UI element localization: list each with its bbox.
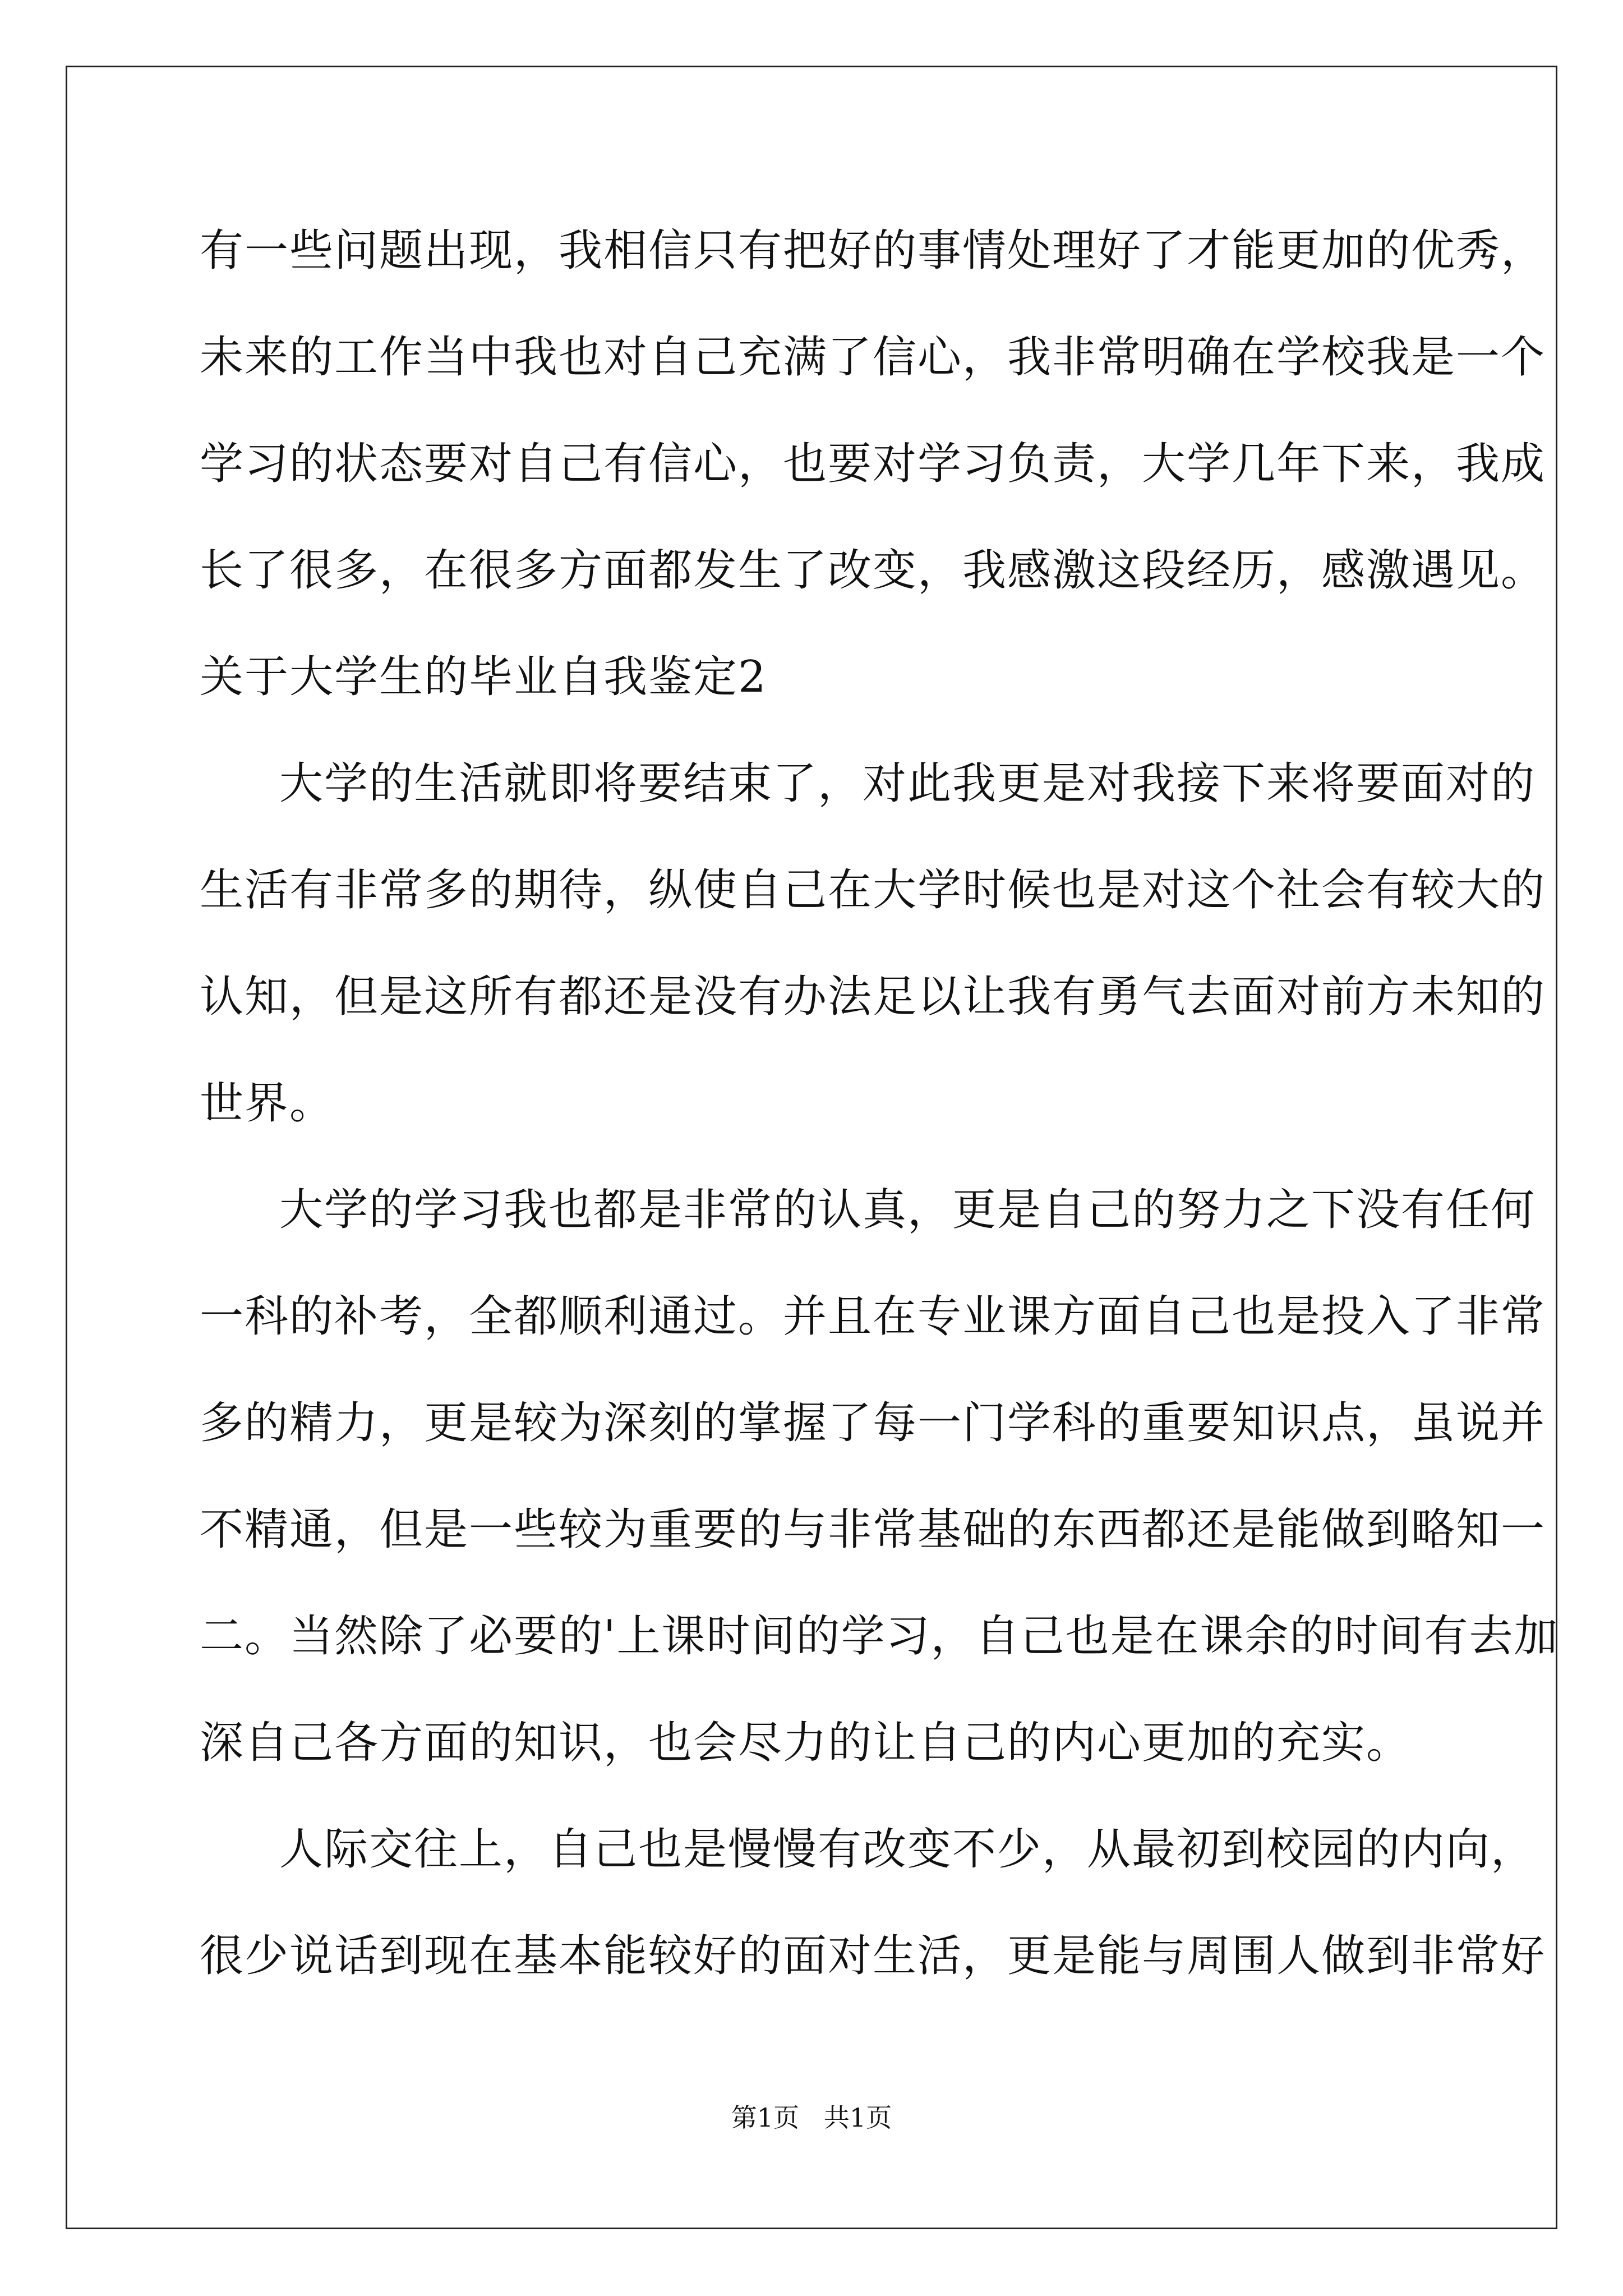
text-line: 世界。 (200, 1078, 335, 1129)
text-line: 深自己各方面的知识，也会尽力的让自己的内心更加的充实。 (200, 1718, 1412, 1768)
text-line: 生活有非常多的期待，纵使自己在大学时候也是对这个社会有较大的 (200, 865, 1546, 915)
text-line: 认知，但是这所有都还是没有办法足以让我有勇气去面对前方未知的 (200, 972, 1546, 1022)
paragraph-first-line: 大学的生活就即将要结束了，对此我更是对我接下来将要面对的 (279, 758, 1536, 809)
text-line: 一科的补考，全都顺利通过。并且在专业课方面自己也是投入了非常 (200, 1291, 1546, 1342)
paragraph-first-line: 人际交往上，自己也是慢慢有改变不少，从最初到校园的内向， (279, 1824, 1536, 1875)
text-line: 有一些问题出现，我相信只有把好的事情处理好了才能更加的优秀， (200, 226, 1546, 276)
section-heading: 关于大学生的毕业自我鉴定2 (200, 652, 767, 702)
page-footer: 第1页 共1页 (731, 2102, 892, 2133)
text-line: 不精通，但是一些较为重要的与非常基础的东西都还是能做到略知一 (200, 1504, 1546, 1555)
paragraph-first-line: 大学的学习我也都是非常的认真，更是自己的努力之下没有任何 (279, 1185, 1536, 1235)
text-line: 未来的工作当中我也对自己充满了信心，我非常明确在学校我是一个 (200, 332, 1546, 383)
text-line: 很少说话到现在基本能较好的面对生活，更是能与周围人做到非常好 (200, 1931, 1546, 1981)
text-line: 二。当然除了必要的'上课时间的学习，自己也是在课余的时间有去加 (200, 1611, 1559, 1662)
text-line: 学习的状态要对自己有信心，也要对学习负责，大学几年下来，我成 (200, 439, 1546, 489)
document-body (200, 197, 1559, 2009)
text-line: 多的精力，更是较为深刻的掌握了每一门学科的重要知识点，虽说并 (200, 1398, 1546, 1448)
text-line: 长了很多，在很多方面都发生了改变，我感激这段经历，感激遇见。 (200, 545, 1546, 596)
